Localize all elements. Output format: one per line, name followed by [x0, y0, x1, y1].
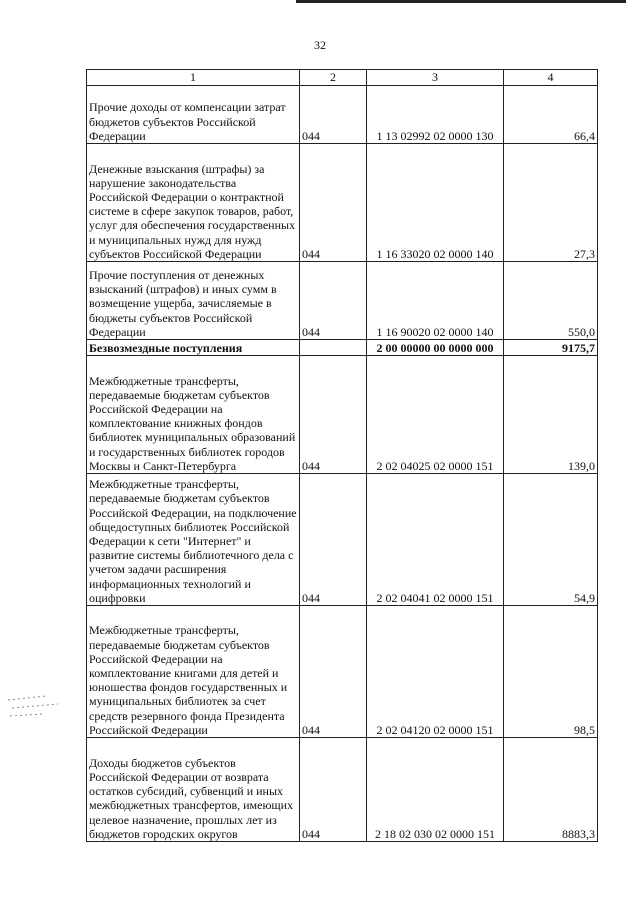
row-name: Доходы бюджетов субъектов Российской Федерации от возврата остатков субсидий, субвенций и иных межбюджетных трансфертов, имеющих целевое назначение, прошлых лет из бюджетов городских округов: [87, 738, 300, 842]
row-admin-code: 044: [300, 738, 367, 842]
row-budget-code: 1 16 33020 02 0000 140: [367, 144, 504, 262]
row-admin-code: 044: [300, 262, 367, 340]
table-row: [87, 86, 598, 144]
row-name: Прочие доходы от компенсации затрат бюджетов субъектов Российской Федерации: [87, 86, 300, 144]
row-amount: 550,0: [504, 262, 598, 340]
header-col-2: 2: [300, 70, 367, 86]
header-row: [87, 70, 598, 86]
row-admin-code: 044: [300, 474, 367, 606]
table-row: [87, 262, 598, 340]
table-row: [87, 738, 598, 842]
row-admin-code: 044: [300, 144, 367, 262]
row-amount: 54,9: [504, 474, 598, 606]
table-row: [87, 474, 598, 606]
revenue-table: [86, 69, 598, 842]
header-col-4: 4: [504, 70, 598, 86]
row-budget-code: 2 00 00000 00 0000 000: [367, 340, 504, 356]
row-name: Безвозмездные поступления: [87, 340, 300, 356]
row-admin-code: 044: [300, 86, 367, 144]
row-budget-code: 1 16 90020 02 0000 140: [367, 262, 504, 340]
row-budget-code: 1 13 02992 02 0000 130: [367, 86, 504, 144]
table-row: [87, 144, 598, 262]
table-row: [87, 356, 598, 474]
header-col-1: 1: [87, 70, 300, 86]
row-name: Прочие поступления от денежных взысканий (штрафов) и иных сумм в возмещение ущерба, зачисляемые в бюджеты субъектов Российской Федерации: [87, 262, 300, 340]
row-admin-code: 044: [300, 356, 367, 474]
row-admin-code: [300, 340, 367, 356]
row-amount: 98,5: [504, 606, 598, 738]
row-budget-code: 2 02 04120 02 0000 151: [367, 606, 504, 738]
table-row-total: [87, 340, 598, 356]
row-admin-code: 044: [300, 606, 367, 738]
row-amount: 8883,3: [504, 738, 598, 842]
row-amount: 9175,7: [504, 340, 598, 356]
row-name: Межбюджетные трансферты, передаваемые бюджетам субъектов Российской Федерации на комплектование книжных фондов библиотек муниципальных образований и государственных библиотек городов Москвы и Санкт-Петербурга: [87, 356, 300, 474]
page-number: 32: [314, 38, 326, 52]
row-amount: 66,4: [504, 86, 598, 144]
row-budget-code: 2 02 04025 02 0000 151: [367, 356, 504, 474]
header-col-3: 3: [367, 70, 504, 86]
row-name: Межбюджетные трансферты, передаваемые бюджетам субъектов Российской Федерации, на подключение общедоступных библиотек Российской Федерации к сети "Интернет" и развитие системы библиотечного дела с учетом задачи расширения информационных технологий и оцифровки: [87, 474, 300, 606]
row-budget-code: 2 18 02 030 02 0000 151: [367, 738, 504, 842]
row-budget-code: 2 02 04041 02 0000 151: [367, 474, 504, 606]
table-row: [87, 606, 598, 738]
row-name: Межбюджетные трансферты, передаваемые бюджетам субъектов Российской Федерации на комплектование книгами для детей и юношества фондов государственных и муниципальных библиотек за счет средств резервного фонда Президента Российской Федерации: [87, 606, 300, 738]
row-name: Денежные взыскания (штрафы) за нарушение законодательства Российской Федерации о контрактной системе в сфере закупок товаров, работ, услуг для обеспечения государственных и муниципальных нужд для нужд субъектов Российской Федерации: [87, 144, 300, 262]
row-amount: 27,3: [504, 144, 598, 262]
row-amount: 139,0: [504, 356, 598, 474]
scan-margin-marks: [6, 692, 66, 722]
top-rule: [296, 0, 626, 3]
